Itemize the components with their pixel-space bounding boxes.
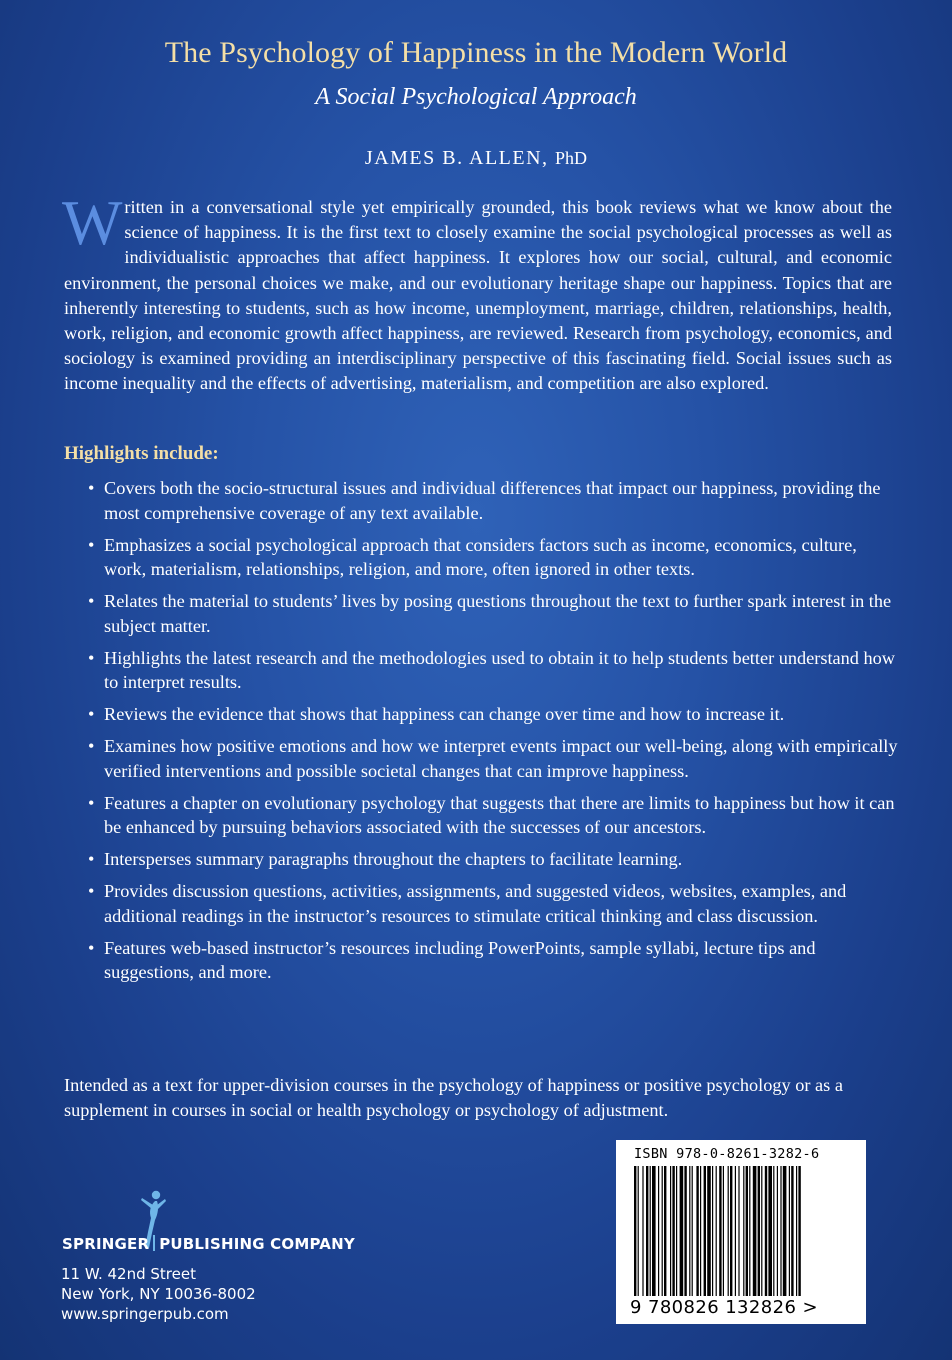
address-line-2: New York, NY 10036-8002	[61, 1285, 256, 1303]
author-degree: PhD	[555, 148, 588, 168]
barcode-panel	[616, 1140, 866, 1324]
description-paragraph	[62, 187, 892, 397]
logo-separator	[153, 1235, 155, 1251]
highlight-item: • Features web-based instructor’s resources including PowerPoints, sample syllabi, lecture tips and suggestions, and more.	[88, 936, 898, 985]
closing-paragraph: Intended as a text for upper-division courses in the psychology of happiness or positive psychology or as a supplement in courses in social or health psychology or psychology of adjustment.	[64, 1075, 843, 1120]
publisher-name-left: SPRINGER	[62, 1235, 150, 1253]
book-title: The Psychology of Happiness in the Modern World	[164, 36, 788, 69]
highlight-item: • Highlights the latest research and the methodologies used to obtain it to help students better understand how to interpret results.	[88, 646, 898, 695]
isbn-label: ISBN 978-0-8261-3282-6	[634, 1146, 820, 1162]
author-name: JAMES B. ALLEN,	[364, 147, 549, 169]
barcode-arrow: >	[802, 1297, 818, 1318]
publisher-name-right: PUBLISHING COMPANY	[159, 1235, 355, 1253]
dropcap-letter: W	[62, 187, 123, 258]
highlight-item: • Features a chapter on evolutionary psychology that suggests that there are limits to happiness but how it can be enhanced by pursuing behaviors associated with the successes of our ancestors.	[88, 791, 898, 840]
barcode-digits: 9 780826 132826	[630, 1297, 797, 1318]
barcode-number	[630, 1297, 818, 1318]
author-line	[0, 147, 952, 170]
highlight-item: • Provides discussion questions, activities, assignments, and suggested videos, websites, examples, and additional readings in the instructor’s resources to stimulate critical thinking and class discussion.	[88, 879, 898, 928]
highlight-item: • Examines how positive emotions and how we interpret events impact our well-being, along with empirically verified interventions and possible societal changes that can improve happiness.	[88, 734, 898, 783]
highlight-item: • Emphasizes a social psychological approach that considers factors such as income, economics, culture, work, materialism, relationships, religion, and more, often ignored in other texts.	[88, 533, 898, 582]
highlight-item: • Covers both the socio-structural issues and individual differences that impact our happiness, providing the most comprehensive coverage of any text available.	[88, 476, 898, 525]
highlights-list	[88, 476, 898, 992]
highlight-item: • Reviews the evidence that shows that happiness can change over time and how to increase it.	[88, 702, 898, 727]
publisher-website: www.springerpub.com	[61, 1305, 229, 1323]
publisher-logo-text	[62, 1235, 355, 1253]
address-line-1: 11 W. 42nd Street	[61, 1265, 196, 1283]
book-subtitle: A Social Psychological Approach	[315, 84, 637, 110]
description-text: ritten in a conversational style yet empirically grounded, this book reviews what we know about the science of happiness. It is the first text to closely examine the social psychological processes as well as individualistic approaches that affect happiness. It explores how our social, cultural, and economic environment, the personal choices we make, and our evolutionary heritage shape our happiness. Topics that are inherently interesting to students, such as how income, unemployment, marriage, children, relationships, health, work, religion, and economic growth affect happiness, are reviewed. Research from psychology, economics, and sociology is examined providing an interdisciplinary perspective of this fascinating field. Social issues such as income inequality and the effects of advertising, materialism, and competition are also explored.	[64, 197, 892, 394]
highlights-heading: Highlights include:	[64, 443, 219, 464]
highlight-item: • Relates the material to students’ lives by posing questions throughout the text to further spark interest in the subject matter.	[88, 589, 898, 638]
highlight-item: • Intersperses summary paragraphs throughout the chapters to facilitate learning.	[88, 847, 898, 872]
barcode-icon	[634, 1166, 846, 1296]
publisher-address	[61, 1264, 256, 1324]
